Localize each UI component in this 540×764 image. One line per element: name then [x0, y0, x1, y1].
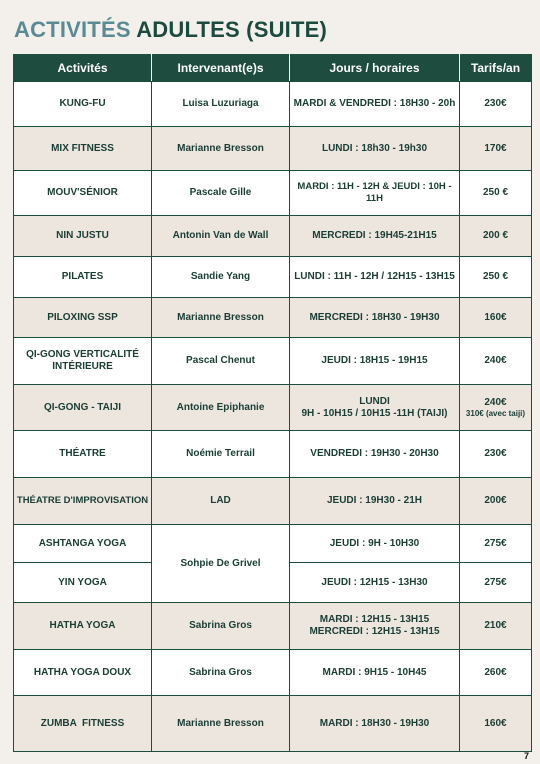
activity-cell: NIN JUSTU [14, 216, 152, 257]
price-cell [460, 385, 532, 431]
schedule-cell: JEUDI : 19H30 - 21H [290, 478, 460, 525]
schedule-line: 9H - 10H15 / 10H15 -11H (TAIJI) [301, 407, 448, 419]
activity-cell: MOUV'SÉNIOR [14, 171, 152, 216]
price-cell: 200€ [460, 478, 532, 525]
teacher-cell: Sabrina Gros [152, 603, 290, 650]
table-row [14, 478, 532, 525]
schedule-cell: JEUDI : 9H - 10H30 [290, 525, 460, 563]
teacher-cell: Marianne Bresson [152, 696, 290, 752]
header-schedule: Jours / horaires [290, 55, 460, 82]
schedule-cell: MERCREDI : 19H45-21H15 [290, 216, 460, 257]
activity-cell: THÉATRE [14, 431, 152, 478]
teacher-cell: Marianne Bresson [152, 127, 290, 171]
price-cell: 160€ [460, 696, 532, 752]
schedule-cell: MARDI : 11H - 12H & JEUDI : 10H - 11H [290, 171, 460, 216]
schedule-cell: MARDI & VENDREDI : 18H30 - 20h [290, 82, 460, 127]
table-row [14, 431, 532, 478]
teacher-cell: Antoine Epiphanie [152, 385, 290, 431]
table-row [14, 650, 532, 696]
table-row [14, 171, 532, 216]
schedule-cell: MARDI : 9H15 - 10H45 [290, 650, 460, 696]
activity-cell: PILATES [14, 257, 152, 298]
teacher-cell: Pascal Chenut [152, 338, 290, 385]
activity-line: INTÉRIEURE [52, 361, 113, 372]
header-teachers: Intervenant(e)s [152, 55, 290, 82]
schedule-line: LUNDI [359, 395, 390, 407]
table-row [14, 696, 532, 752]
schedule-cell: VENDREDI : 19H30 - 20H30 [290, 431, 460, 478]
teacher-cell: LAD [152, 478, 290, 525]
teacher-cell: Pascale Gille [152, 171, 290, 216]
price-cell: 260€ [460, 650, 532, 696]
activity-cell: KUNG-FU [14, 82, 152, 127]
table-row [14, 127, 532, 171]
schedule-cell [290, 603, 460, 650]
activity-cell: YIN YOGA [14, 563, 152, 603]
price-cell: 160€ [460, 298, 532, 338]
table-row [14, 385, 532, 431]
table-row [14, 298, 532, 338]
activity-cell: ZUMBA FITNESS [14, 696, 152, 752]
price-cell: 200 € [460, 216, 532, 257]
schedule-cell: LUNDI : 11H - 12H / 12H15 - 13H15 [290, 257, 460, 298]
header-price: Tarifs/an [460, 55, 532, 82]
teacher-cell: Noémie Terrail [152, 431, 290, 478]
header-activities: Activités [14, 55, 152, 82]
table-row [14, 603, 532, 650]
activities-table [13, 54, 532, 752]
price-cell: 275€ [460, 563, 532, 603]
activity-cell: MIX FITNESS [14, 127, 152, 171]
page-title [14, 17, 327, 43]
table-row [14, 338, 532, 385]
teacher-cell: Marianne Bresson [152, 298, 290, 338]
activity-cell: PILOXING SSP [14, 298, 152, 338]
price-cell: 210€ [460, 603, 532, 650]
price-note: 310€ (avec taiji) [465, 408, 526, 418]
price-cell: 230€ [460, 431, 532, 478]
teacher-cell: Sabrina Gros [152, 650, 290, 696]
activity-cell: THÉATRE D'IMPROVISATION [14, 478, 152, 525]
page-title-part2: ADULTES (SUITE) [136, 17, 328, 42]
activity-cell: QI-GONG - TAIJI [14, 385, 152, 431]
activity-cell [14, 338, 152, 385]
schedule-cell: MARDI : 18H30 - 19H30 [290, 696, 460, 752]
schedule-line: MERCREDI : 12H15 - 13H15 [309, 626, 440, 637]
teacher-cell: Sohpie De Grivel [152, 525, 290, 603]
activity-cell: HATHA YOGA [14, 603, 152, 650]
price-value: 240€ [484, 396, 507, 408]
table-header-row [14, 55, 532, 82]
price-cell: 250 € [460, 171, 532, 216]
schedule-cell: JEUDI : 12H15 - 13H30 [290, 563, 460, 603]
schedule-cell [290, 385, 460, 431]
table-row [14, 257, 532, 298]
table-row [14, 82, 532, 127]
schedule-cell: JEUDI : 18H15 - 19H15 [290, 338, 460, 385]
price-cell: 230€ [460, 82, 532, 127]
activity-line: QI-GONG VERTICALITÉ [26, 349, 139, 360]
teacher-cell: Sandie Yang [152, 257, 290, 298]
price-cell: 250 € [460, 257, 532, 298]
price-cell: 170€ [460, 127, 532, 171]
table-row [14, 525, 532, 563]
price-cell: 275€ [460, 525, 532, 563]
price-cell: 240€ [460, 338, 532, 385]
page-number: 7 [523, 751, 529, 761]
page-title-part1: ACTIVITÉS [14, 17, 131, 42]
teacher-cell: Antonin Van de Wall [152, 216, 290, 257]
activity-cell: HATHA YOGA DOUX [14, 650, 152, 696]
activity-cell: ASHTANGA YOGA [14, 525, 152, 563]
teacher-cell: Luisa Luzuriaga [152, 82, 290, 127]
schedule-cell: LUNDI : 18h30 - 19h30 [290, 127, 460, 171]
table-row [14, 216, 532, 257]
schedule-cell: MERCREDI : 18H30 - 19H30 [290, 298, 460, 338]
schedule-line: MARDI : 12H15 - 13H15 [319, 614, 430, 625]
